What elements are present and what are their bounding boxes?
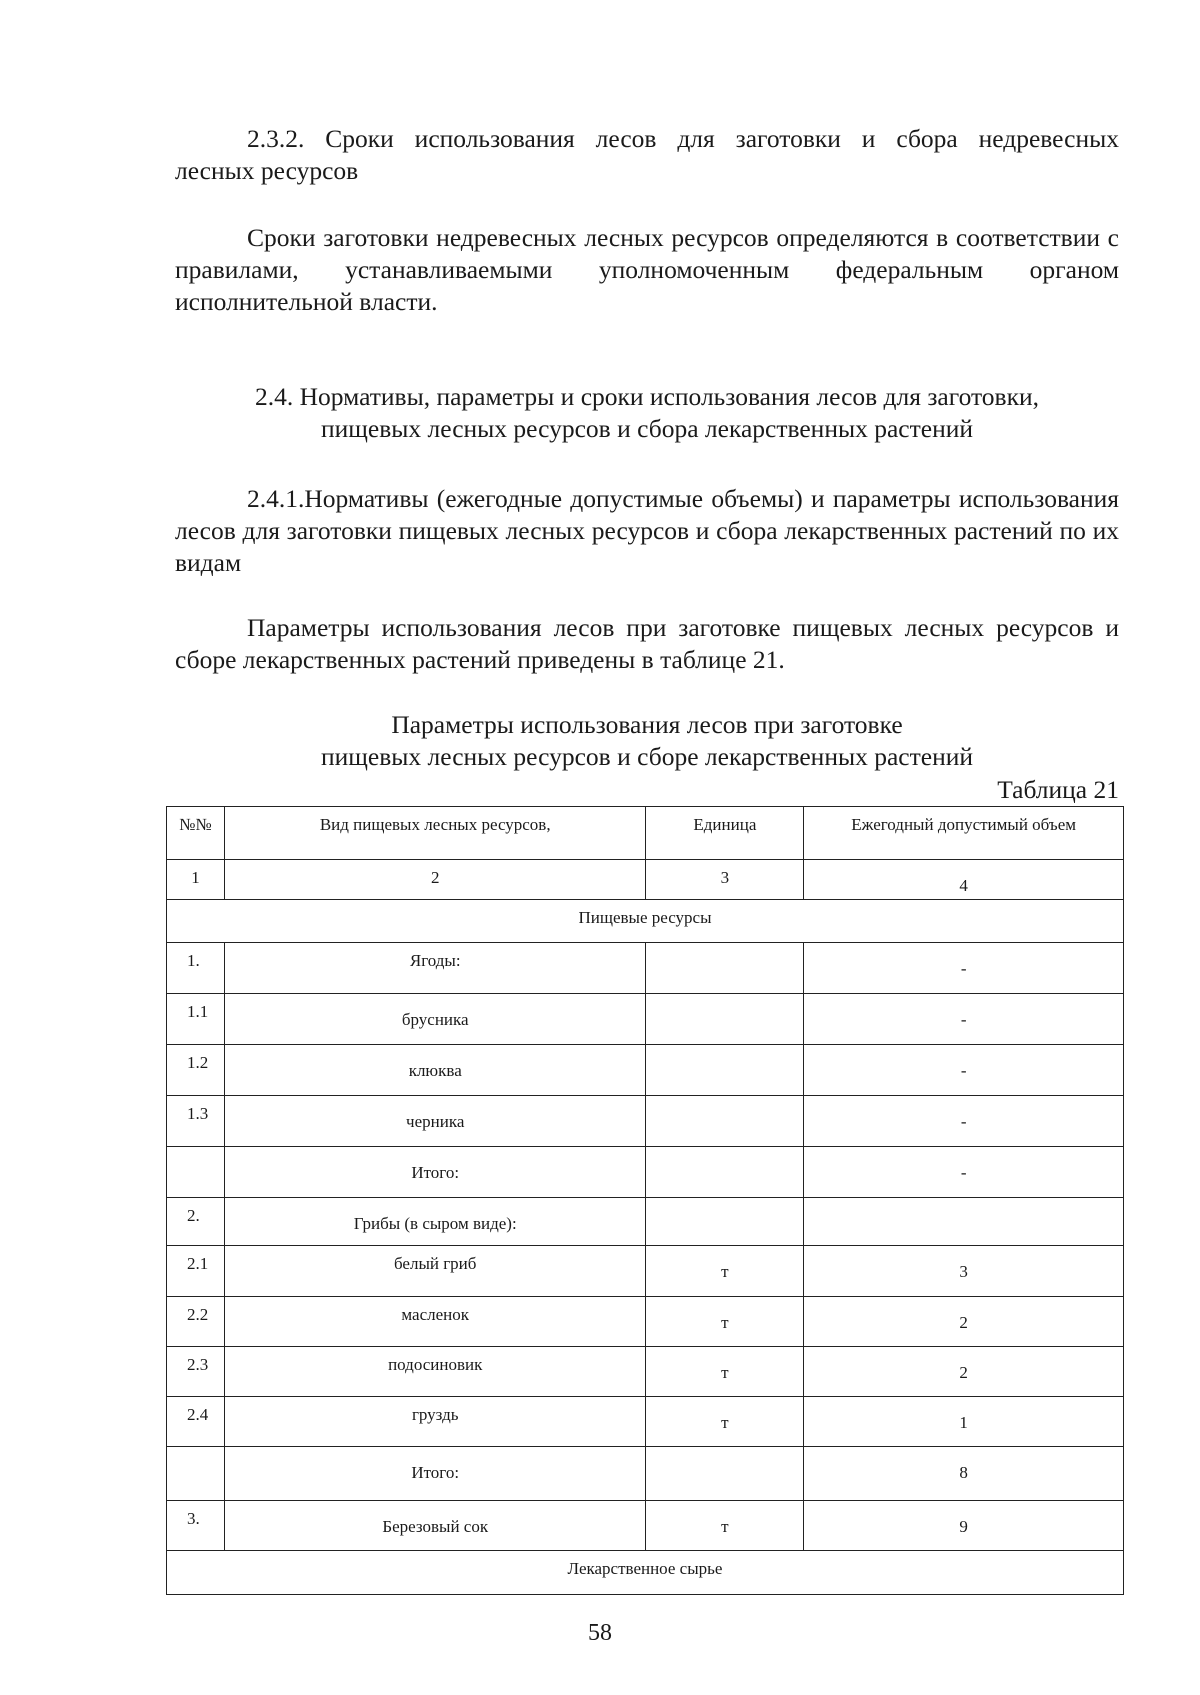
- row-unit: т: [646, 1297, 804, 1347]
- row-resource-name: подосиновик: [224, 1347, 646, 1397]
- table-header-row: [167, 807, 1124, 860]
- column-number: 4: [804, 860, 1124, 900]
- row-number: 1.: [167, 943, 225, 994]
- row-number: 1.2: [167, 1045, 225, 1096]
- row-resource-name: Березовый сок: [224, 1501, 646, 1551]
- row-unit: [646, 994, 804, 1045]
- row-value: 3: [804, 1246, 1124, 1297]
- row-unit: [646, 1198, 804, 1246]
- row-number: 2.2: [167, 1297, 225, 1347]
- section-2-3-2-paragraph: Сроки заготовки недревесных лесных ресурсов определяются в соответствии с правилами, устанавливаемыми уполномоченным федеральным органом исполнительной власти.: [175, 223, 1119, 316]
- row-resource-name: Итого:: [224, 1447, 646, 1501]
- row-number: 2.1: [167, 1246, 225, 1297]
- row-unit: [646, 1045, 804, 1096]
- header-unit: Единица: [646, 807, 804, 860]
- table-row-subtotal: [167, 1147, 1124, 1198]
- header-annual-volume: Ежегодный допустимый объем: [804, 807, 1124, 860]
- row-value: 2: [804, 1297, 1124, 1347]
- table-row: [167, 994, 1124, 1045]
- row-number: 2.3: [167, 1347, 225, 1397]
- section-2-3-2-heading-line2: лесных ресурсов: [175, 156, 359, 185]
- column-number: 2: [224, 860, 646, 900]
- row-value: 8: [804, 1447, 1124, 1501]
- row-value: -: [804, 1147, 1124, 1198]
- table-section-row: [167, 900, 1124, 943]
- row-resource-name: Грибы (в сыром виде):: [224, 1198, 646, 1246]
- row-number: [167, 1147, 225, 1198]
- section-2-3-2-heading-line1: 2.3.2. Сроки использования лесов для заготовки и сбора недревесных: [247, 124, 1119, 153]
- row-resource-name: груздь: [224, 1397, 646, 1447]
- section-2-4-1-paragraph: 2.4.1.Нормативы (ежегодные допустимые объемы) и параметры использования лесов для заготовки пищевых лесных ресурсов и сбора лекарственных растений по их видам: [175, 484, 1119, 577]
- row-number: 1.1: [167, 994, 225, 1045]
- row-number: 1.3: [167, 1096, 225, 1147]
- row-value: -: [804, 1045, 1124, 1096]
- row-unit: [646, 1447, 804, 1501]
- row-resource-name: брусника: [224, 994, 646, 1045]
- section-2-4-title-line1: 2.4. Нормативы, параметры и сроки использования лесов для заготовки,: [254, 382, 1039, 411]
- row-unit: т: [646, 1501, 804, 1551]
- row-unit: [646, 1096, 804, 1147]
- row-value: -: [804, 1096, 1124, 1147]
- column-number: 3: [646, 860, 804, 900]
- table-row: [167, 1397, 1124, 1447]
- table-caption: [175, 709, 1119, 773]
- row-unit: [646, 1147, 804, 1198]
- table-row: [167, 1198, 1124, 1246]
- section-food-resources: Пищевые ресурсы: [167, 900, 1124, 943]
- row-unit: т: [646, 1246, 804, 1297]
- table-row: [167, 1096, 1124, 1147]
- table-caption-line2: пищевых лесных ресурсов и сборе лекарственных растений: [320, 742, 974, 771]
- section-2-4-title: [175, 381, 1119, 445]
- row-unit: т: [646, 1397, 804, 1447]
- row-number: 2.: [167, 1198, 225, 1246]
- table-row: [167, 1347, 1124, 1397]
- table-section-row: [167, 1551, 1124, 1595]
- intro-paragraph: Параметры использования лесов при заготовке пищевых лесных ресурсов и сборе лекарственных растений приведены в таблице 21.: [175, 613, 1119, 674]
- section-medicinal-raw-materials: Лекарственное сырье: [167, 1551, 1124, 1595]
- section-2-4-title-line2: пищевых лесных ресурсов и сбора лекарственных растений: [320, 414, 974, 443]
- row-value: [804, 1198, 1124, 1246]
- row-number: 3.: [167, 1501, 225, 1551]
- row-resource-name: белый гриб: [224, 1246, 646, 1297]
- row-resource-name: Ягоды:: [224, 943, 646, 994]
- row-resource-name: масленок: [224, 1297, 646, 1347]
- table-row: [167, 1045, 1124, 1096]
- resources-table: [166, 806, 1124, 1595]
- table-number: Таблица 21: [997, 775, 1119, 804]
- row-number: 2.4: [167, 1397, 225, 1447]
- header-resource-type: Вид пищевых лесных ресурсов,: [224, 807, 646, 860]
- table-row: [167, 1501, 1124, 1551]
- row-resource-name: клюква: [224, 1045, 646, 1096]
- table-row: [167, 943, 1124, 994]
- row-value: 2: [804, 1347, 1124, 1397]
- table-column-numbers-row: [167, 860, 1124, 900]
- row-unit: [646, 943, 804, 994]
- row-resource-name: черника: [224, 1096, 646, 1147]
- section-2-3-2-heading: [175, 123, 1119, 187]
- row-value: -: [804, 994, 1124, 1045]
- header-number: №№: [167, 807, 225, 860]
- table-row: [167, 1246, 1124, 1297]
- table-row: [167, 1297, 1124, 1347]
- column-number: 1: [167, 860, 225, 900]
- row-value: -: [804, 943, 1124, 994]
- row-value: 9: [804, 1501, 1124, 1551]
- table-caption-line1: Параметры использования лесов при заготовке: [391, 710, 903, 739]
- row-number: [167, 1447, 225, 1501]
- page-number: 58: [588, 1620, 612, 1646]
- row-resource-name: Итого:: [224, 1147, 646, 1198]
- row-value: 1: [804, 1397, 1124, 1447]
- table-row-subtotal: [167, 1447, 1124, 1501]
- row-unit: т: [646, 1347, 804, 1397]
